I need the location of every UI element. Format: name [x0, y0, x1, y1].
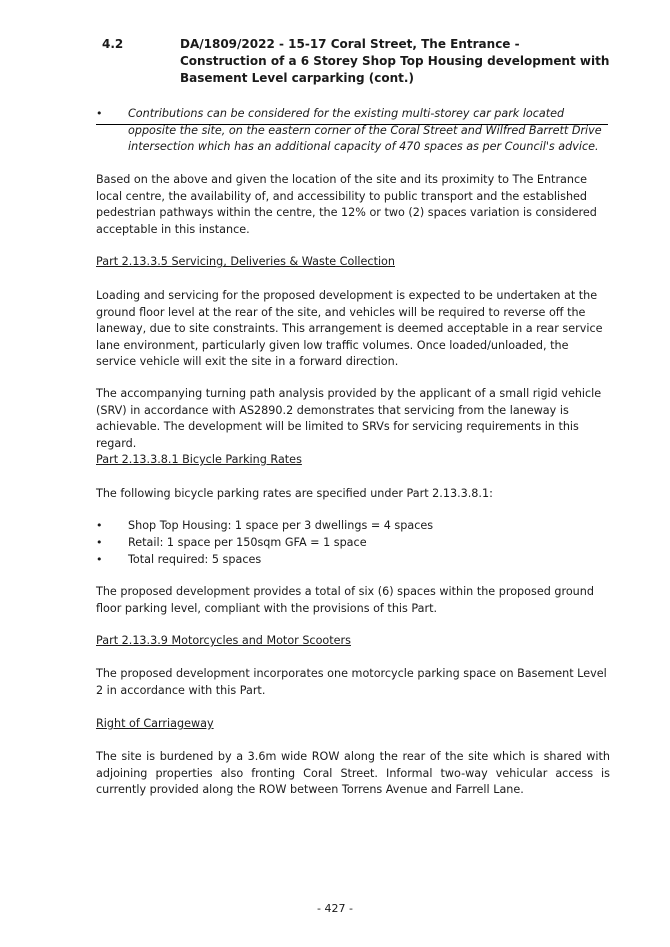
section-heading-servicing: Part 2.13.3.5 Servicing, Deliveries & Waste Collection	[96, 255, 395, 268]
bicycle-rate-text: Total required: 5 spaces	[128, 553, 262, 566]
paragraph-bicycle-intro: The following bicycle parking rates are specified under Part 2.13.3.8.1:	[96, 487, 493, 500]
paragraph-motorcycle: The proposed development incorporates one motorcycle parking space on Basement Level 2 in accordance with this Part.	[96, 667, 607, 697]
page-number: - 427 -	[317, 902, 353, 915]
bicycle-rate-text: Retail: 1 space per 150sqm GFA = 1 space	[128, 536, 367, 549]
paragraph-turning-path: The accompanying turning path analysis provided by the applicant of a small rigid vehicle (SRV) in accordance with AS2890.2 demonstrates that servicing from the laneway is achievable. The development will be limited to SRVs for servicing requirements in this regard.	[96, 387, 602, 450]
bullet-icon: •	[96, 519, 103, 532]
item-title: DA/1809/2022 - 15-17 Coral Street, The Entrance - Construction of a 6 Storey Shop Top Housing development with Basement Level carparking (cont.)	[180, 37, 610, 85]
bicycle-rate-text: Shop Top Housing: 1 space per 3 dwellings = 4 spaces	[128, 519, 434, 532]
section-heading-bicycle: Part 2.13.3.8.1 Bicycle Parking Rates	[96, 453, 302, 466]
contributions-text: Contributions can be considered for the existing multi-storey car park located opposite the site, on the eastern corner of the Coral Street and Wilfred Barrett Drive intersection which has an additional capacity of 470 spaces as per Council's advice.	[128, 107, 602, 153]
bullet-icon: •	[96, 536, 103, 549]
bullet-icon: •	[96, 553, 103, 566]
section-heading-row: Right of Carriageway	[96, 717, 214, 730]
paragraph-loading: Loading and servicing for the proposed development is expected to be undertaken at the ground floor level at the rear of the site, and vehicles will be required to reverse off the laneway, due to site constraints. This arrangement is deemed acceptable in a rear service lane environment, particularly given low traffic volumes. Once loaded/unloaded, the service vehicle will exit the site in a forward direction.	[96, 289, 603, 368]
item-number: 4.2	[102, 37, 124, 51]
paragraph-row: The site is burdened by a 3.6m wide ROW along the rear of the site which is shared with adjoining properties also fronting Coral Street. Informal two-way vehicular access is currently provided along the ROW between Torrens Avenue and Farrell Lane.	[96, 750, 610, 796]
paragraph-variation: Based on the above and given the location of the site and its proximity to The Entrance local centre, the availability of, and accessibility to public transport and the established pedestrian pathways within the centre, the 12% or two (2) spaces variation is considered acceptable in this instance.	[96, 173, 597, 236]
paragraph-bicycle-provided: The proposed development provides a total of six (6) spaces within the proposed ground floor parking level, compliant with the provisions of this Part.	[96, 585, 594, 615]
section-heading-motorcycles: Part 2.13.3.9 Motorcycles and Motor Scooters	[96, 634, 351, 647]
bullet-icon: •	[96, 107, 103, 120]
